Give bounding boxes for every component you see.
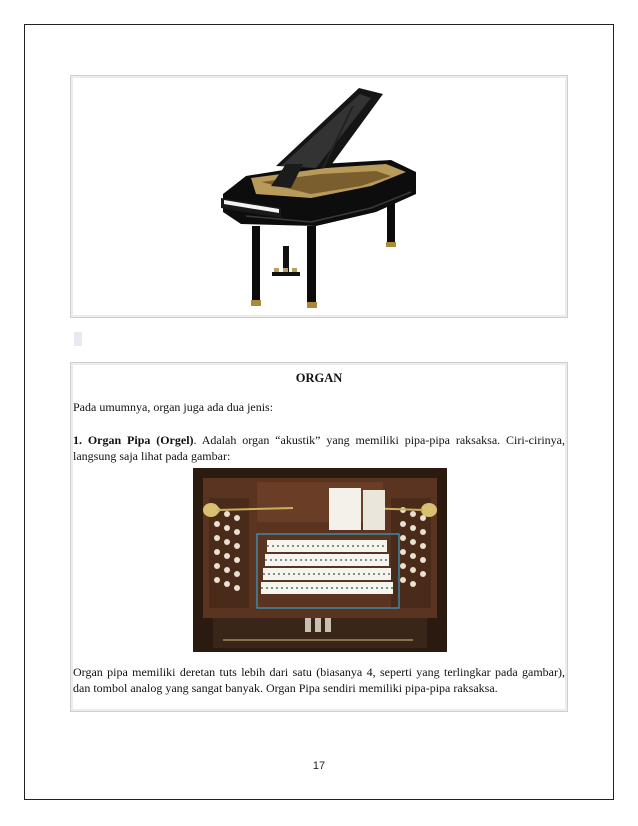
page-number: 17 [312,760,326,772]
item1-heading: 1. Organ Pipa (Orgel) [73,433,194,447]
item1-text: . Adalah organ “akustik” yang memiliki pipa-pipa raksaksa. Ciri-cirinya, langsung saja lihat pada gambar: [73,433,565,463]
intro-paragraph: Pada umumnya, organ juga ada dua jenis: [73,400,274,414]
closing-paragraph: Organ pipa memiliki deretan tuts lebih dari satu (biasanya 4, seperti yang terlingkar pada gambar), dan tombol analog yang sangat banyak. Organ Pipa sendiri memiliki pipa-pipa raksaksa. [73,665,565,695]
section-marker [74,332,82,346]
grand-piano-image [71,76,567,317]
section-title: ORGAN [295,371,343,385]
pipe-organ-image [193,468,447,652]
item1-paragraph [73,432,565,464]
organ-section [70,362,568,712]
piano-image-frame [70,75,568,318]
